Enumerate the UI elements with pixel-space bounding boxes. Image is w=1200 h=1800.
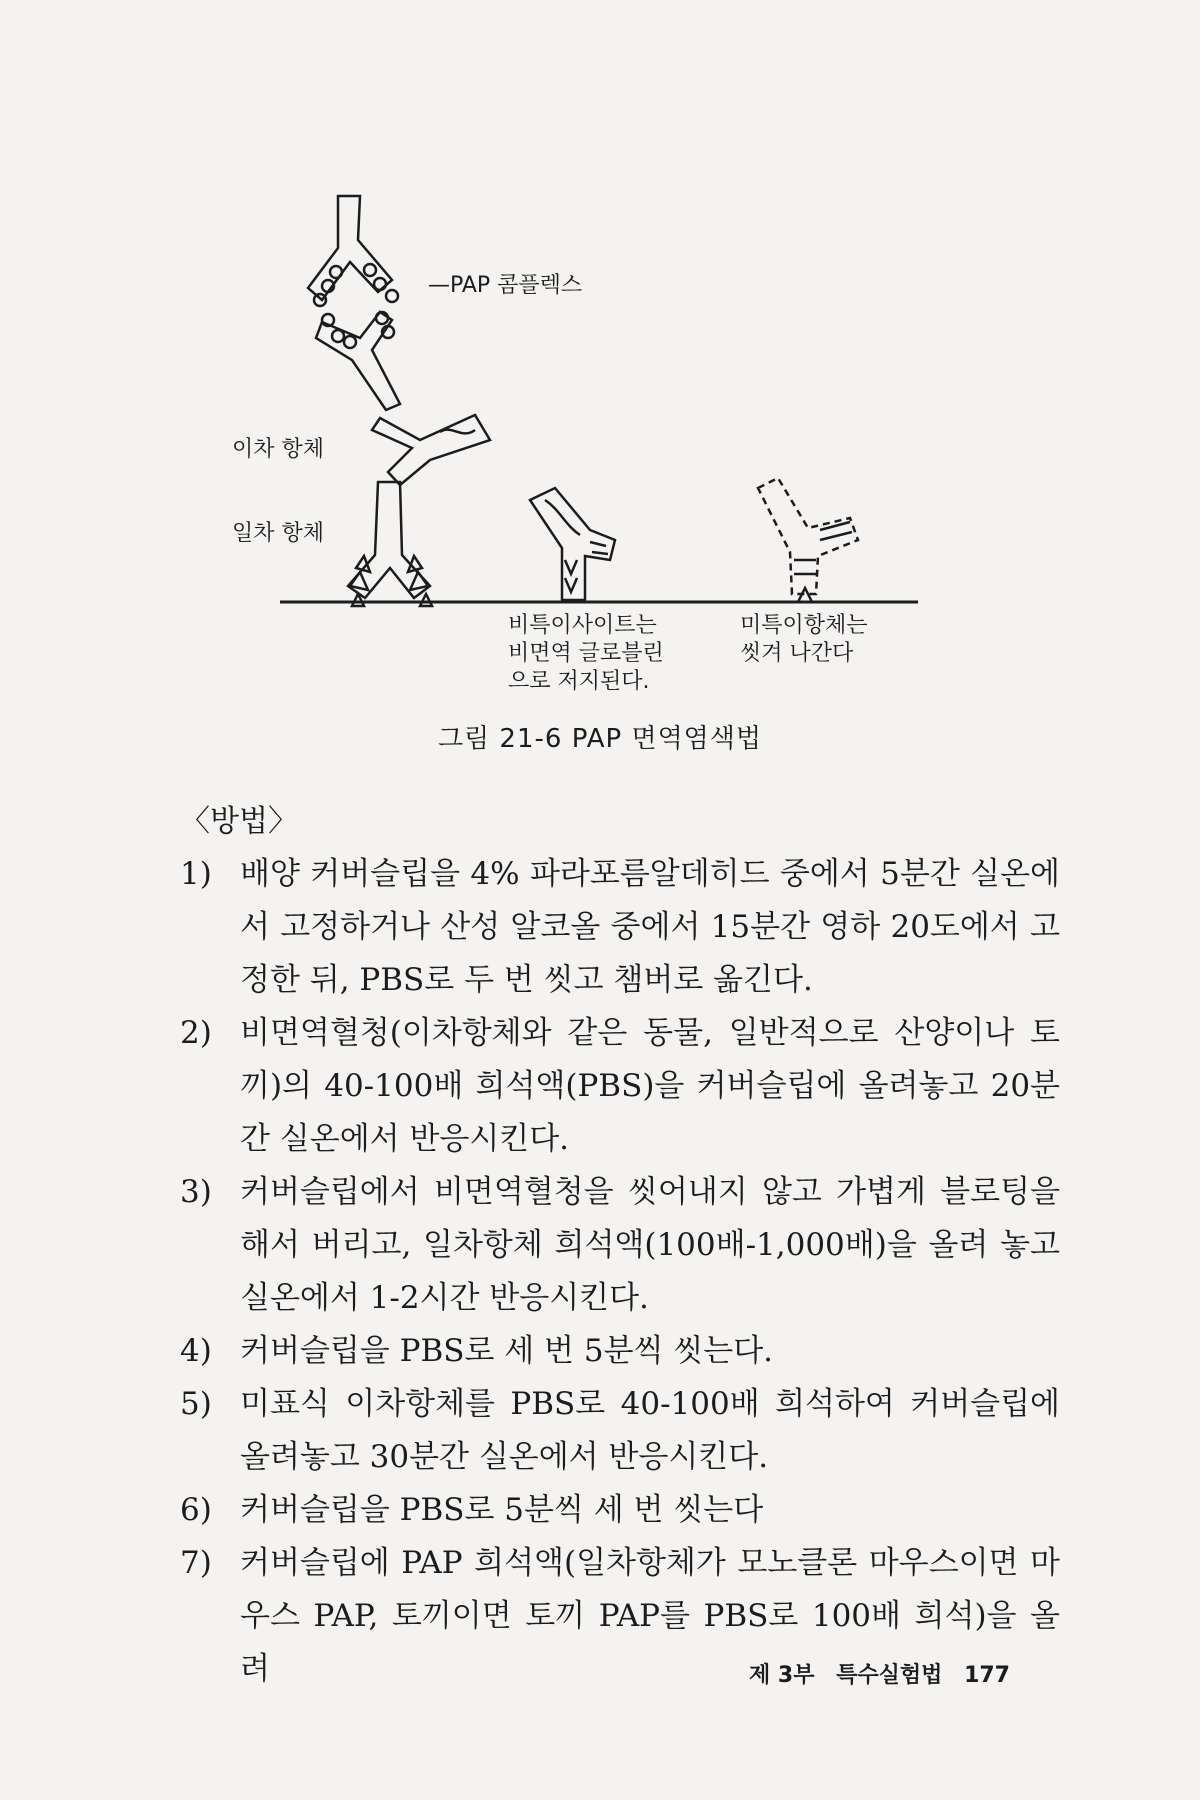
step-text: 커버슬립에서 비면역혈청을 씻어내지 않고 가볍게 블로팅을 해서 버리고, 일차항체 희석액(100배-1,000배)을 올려 놓고 실온에서 1-2시간 반응시킨다.	[240, 1174, 1060, 1316]
step-number: 2)	[180, 1015, 212, 1051]
method-section	[180, 795, 1060, 1696]
step-text: 미표식 이차항체를 PBS로 40-100배 희석하여 커버슬립에 올려놓고 30분간 실온에서 반응시킨다.	[240, 1386, 1060, 1475]
pap-staining-diagram	[0, 0, 1200, 720]
method-step-1	[180, 848, 1060, 1007]
footer-part: 제 3부	[748, 1663, 815, 1688]
method-heading: 〈방법〉	[180, 804, 298, 839]
blocked-nonspecific-site-shape	[530, 488, 615, 600]
secondary-antibody-label: 이차 항체	[232, 437, 325, 462]
primary-antibody-label: 일차 항체	[232, 521, 325, 546]
method-step-6	[180, 1484, 1060, 1537]
step-number: 6)	[180, 1492, 212, 1528]
unbound-note-line-1: 미특이항체는	[740, 613, 868, 638]
step-text: 커버슬립을 PBS로 세 번 5분씩 씻는다.	[240, 1333, 774, 1369]
nonspecific-note-line-1: 비특이사이트는	[508, 613, 657, 638]
step-text: 비면역혈청(이차항체와 같은 동물, 일반적으로 산양이나 토끼)의 40-100배 희석액(PBS)을 커버슬립에 올려놓고 20분간 실온에서 반응시킨다.	[240, 1015, 1060, 1157]
step-number: 5)	[180, 1386, 212, 1422]
step-text: 커버슬립을 PBS로 5분씩 세 번 씻는다	[240, 1492, 764, 1528]
method-step-2	[180, 1007, 1060, 1166]
step-number: 7)	[180, 1545, 212, 1581]
step-number: 1)	[180, 856, 212, 892]
unbound-note-line-2: 씻겨 나간다	[740, 641, 854, 666]
figure-caption: 그림 21-6 PAP 면역염색법	[437, 724, 763, 754]
secondary-antibody-shape	[372, 415, 490, 485]
pap-complex-label: —PAP 콤플렉스	[428, 273, 583, 298]
step-text: 커버슬립에 PAP 희석액(일차항체가 모노클론 마우스이면 마우스 PAP, 토끼이면 토끼 PAP를 PBS로 100배 희석)을 올려	[240, 1545, 1060, 1687]
nonspecific-note-line-3: 으로 저지된다.	[508, 669, 650, 694]
page-number: 177	[964, 1663, 1010, 1688]
step-number: 3)	[180, 1174, 212, 1210]
step-number: 4)	[180, 1333, 212, 1369]
pap-complex-shape	[308, 196, 400, 410]
footer-section: 특수실험법	[836, 1663, 943, 1688]
primary-antibody-shape	[348, 482, 432, 606]
method-steps	[180, 848, 1060, 1696]
unbound-antibody-shape	[758, 478, 858, 602]
page-footer	[749, 1658, 1010, 1689]
step-text: 배양 커버슬립을 4% 파라포름알데히드 중에서 5분간 실온에서 고정하거나 산성 알코올 중에서 15분간 영하 20도에서 고정한 뒤, PBS로 두 번 씻고 챔버로 옮긴다.	[240, 856, 1060, 998]
method-step-4	[180, 1325, 1060, 1378]
method-step-3	[180, 1166, 1060, 1325]
nonspecific-note-line-2: 비면역 글로블린	[508, 641, 664, 666]
method-step-5	[180, 1378, 1060, 1484]
